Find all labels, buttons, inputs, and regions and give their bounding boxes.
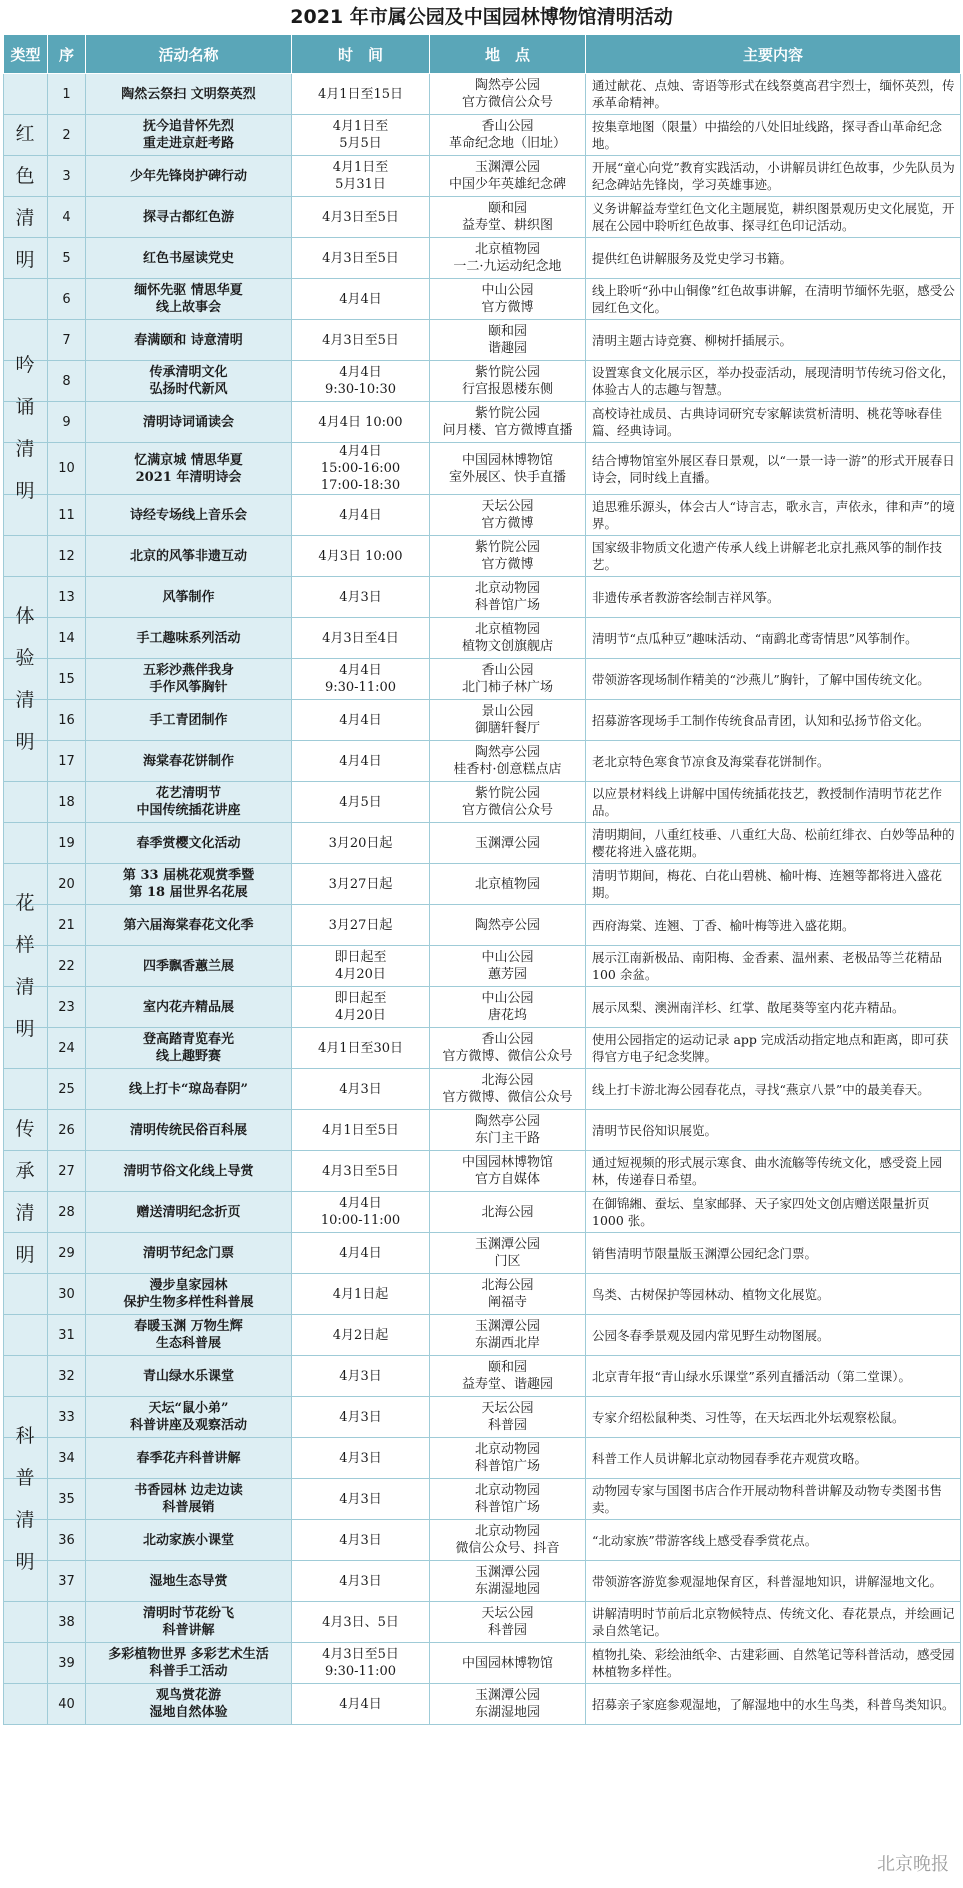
activity-name: 线上打卡“琼岛春阴”: [86, 1069, 292, 1110]
activity-content: 使用公园指定的运动记录 app 完成活动指定地点和距离，即可获得官方电子纪念奖牌。: [586, 1028, 961, 1069]
row-number: 33: [48, 1397, 86, 1438]
activity-place: 香山公园 北门柿子林广场: [430, 659, 586, 700]
activity-time: 4月3日至4日: [292, 618, 430, 659]
activity-content: 带领游客游览参观湿地保育区，科普湿地知识，讲解湿地文化。: [586, 1561, 961, 1602]
table-row: [4, 1643, 961, 1684]
activity-time: 4月4日: [292, 700, 430, 741]
table-row: [4, 1684, 961, 1725]
activity-name: 春季花卉科普讲解: [86, 1438, 292, 1479]
activity-place: 北海公园: [430, 1192, 586, 1233]
table-row: [4, 1233, 961, 1274]
activity-name: 春季赏樱文化活动: [86, 823, 292, 864]
activity-place: 北京植物园: [430, 864, 586, 905]
row-number: 22: [48, 946, 86, 987]
table-row: [4, 1520, 961, 1561]
row-number: 8: [48, 361, 86, 402]
table-row: [4, 946, 961, 987]
activity-content: 带领游客现场制作精美的“沙燕儿”胸针，了解中国传统文化。: [586, 659, 961, 700]
header-content: 主要内容: [586, 35, 961, 74]
activity-name: 清明诗词诵读会: [86, 402, 292, 443]
row-number: 25: [48, 1069, 86, 1110]
activity-name: 赠送清明纪念折页: [86, 1192, 292, 1233]
activity-content: 展示江南新极品、南阳梅、金香素、温州素、老极品等兰花精品 100 余盆。: [586, 946, 961, 987]
activity-place: 北京动物园 科普馆广场: [430, 1438, 586, 1479]
row-number: 32: [48, 1356, 86, 1397]
activity-place: 玉渊潭公园: [430, 823, 586, 864]
row-number: 16: [48, 700, 86, 741]
page-title: 2021 年市属公园及中国园林博物馆清明活动: [290, 6, 673, 28]
activity-place: 颐和园 益寿堂、耕织图: [430, 197, 586, 238]
header-place: 地 点: [430, 35, 586, 74]
activity-content: 招募游客现场手工制作传统食品青团，认知和弘扬节俗文化。: [586, 700, 961, 741]
activity-name: 第 33 届桃花观赏季暨 第 18 届世界名花展: [86, 864, 292, 905]
category-cell: [4, 1274, 48, 1315]
activity-place: 北京动物园 科普馆广场: [430, 1479, 586, 1520]
table-row: [4, 1602, 961, 1643]
table-row: [4, 987, 961, 1028]
table-row: [4, 443, 961, 495]
activity-time: 4月3日至5日: [292, 238, 430, 279]
activity-time: 4月3日至5日: [292, 197, 430, 238]
row-number: 18: [48, 782, 86, 823]
table-row: [4, 1479, 961, 1520]
activity-time: 4月3日: [292, 1356, 430, 1397]
category-cell: [4, 74, 48, 115]
activity-time: 4月1日至5日: [292, 1110, 430, 1151]
row-number: 11: [48, 495, 86, 536]
activity-name: 手工趣味系列活动: [86, 618, 292, 659]
row-number: 7: [48, 320, 86, 361]
activity-content: 非遗传承者教游客绘制吉祥风筝。: [586, 577, 961, 618]
table-row: [4, 115, 961, 156]
table-row: [4, 1561, 961, 1602]
category-cell: [4, 279, 48, 320]
table-row: [4, 1397, 961, 1438]
row-number: 28: [48, 1192, 86, 1233]
activity-time: 4月3日: [292, 1479, 430, 1520]
row-number: 40: [48, 1684, 86, 1725]
table-row: [4, 1192, 961, 1233]
activity-content: 专家介绍松鼠种类、习性等，在天坛西北外坛观察松鼠。: [586, 1397, 961, 1438]
table-row: [4, 1438, 961, 1479]
activity-name: 清明传统民俗百科展: [86, 1110, 292, 1151]
row-number: 21: [48, 905, 86, 946]
activity-time: 4月3日至5日: [292, 320, 430, 361]
table-header-row: [4, 35, 961, 74]
activity-place: 紫竹院公园 官方微信公众号: [430, 782, 586, 823]
activity-content: 通过短视频的形式展示寒食、曲水流觞等传统文化，感受瓷上园林，传递春日希望。: [586, 1151, 961, 1192]
activity-content: 以应景材料线上讲解中国传统插花技艺，教授制作清明节花艺作品。: [586, 782, 961, 823]
activity-name: 书香园林 边走边读 科普展销: [86, 1479, 292, 1520]
category-cell: [4, 1643, 48, 1684]
activity-time: 4月1日至 5月5日: [292, 115, 430, 156]
activity-name: 清明节纪念门票: [86, 1233, 292, 1274]
activity-name: 风筝制作: [86, 577, 292, 618]
table-row: [4, 197, 961, 238]
row-number: 3: [48, 156, 86, 197]
activity-name: 春暖玉渊 万物生辉 生态科普展: [86, 1315, 292, 1356]
table-row: [4, 1356, 961, 1397]
activity-time: 4月3日: [292, 1561, 430, 1602]
activity-time: 4月4日: [292, 279, 430, 320]
table-row: [4, 495, 961, 536]
row-number: 31: [48, 1315, 86, 1356]
activity-time: 4月4日 10:00-11:00: [292, 1192, 430, 1233]
row-number: 36: [48, 1520, 86, 1561]
activity-place: 玉渊潭公园 门区: [430, 1233, 586, 1274]
activity-time: 4月3日: [292, 1069, 430, 1110]
activity-name: 北京的风筝非遗互动: [86, 536, 292, 577]
row-number: 35: [48, 1479, 86, 1520]
activity-time: 4月4日 9:30-10:30: [292, 361, 430, 402]
row-number: 24: [48, 1028, 86, 1069]
row-number: 12: [48, 536, 86, 577]
table-row: [4, 1069, 961, 1110]
category-cell: [4, 536, 48, 577]
activity-content: 线上打卡游北海公园春花点，寻找“燕京八景”中的最美春天。: [586, 1069, 961, 1110]
activity-place: 玉渊潭公园 东湖湿地园: [430, 1561, 586, 1602]
activity-place: 中山公园 蕙芳园: [430, 946, 586, 987]
activity-content: 清明主题古诗竞赛、柳树扦插展示。: [586, 320, 961, 361]
row-number: 2: [48, 115, 86, 156]
table-row: [4, 1028, 961, 1069]
activity-place: 北海公园 官方微博、微信公众号: [430, 1069, 586, 1110]
activity-content: 动物园专家与国图书店合作开展动物科普讲解及动物专类图书售卖。: [586, 1479, 961, 1520]
row-number: 39: [48, 1643, 86, 1684]
activity-content: 招募亲子家庭参观湿地，了解湿地中的水生鸟类，科普鸟类知识。: [586, 1684, 961, 1725]
row-number: 1: [48, 74, 86, 115]
activity-time: 4月1日起: [292, 1274, 430, 1315]
activity-place: 紫竹院公园 行宫报恩楼东侧: [430, 361, 586, 402]
row-number: 4: [48, 197, 86, 238]
activity-name: 第六届海棠春花文化季: [86, 905, 292, 946]
activity-place: 中山公园 官方微博: [430, 279, 586, 320]
activity-time: 4月1日至 5月31日: [292, 156, 430, 197]
row-number: 34: [48, 1438, 86, 1479]
activity-place: 景山公园 御膳轩餐厅: [430, 700, 586, 741]
activity-time: 4月1日至15日: [292, 74, 430, 115]
activity-name: 观鸟赏花游 湿地自然体验: [86, 1684, 292, 1725]
activity-content: “北动家族”带游客线上感受春季赏花点。: [586, 1520, 961, 1561]
activity-time: 4月4日: [292, 1233, 430, 1274]
activity-name: 陶然云祭扫 文明祭英烈: [86, 74, 292, 115]
activity-content: 线上聆听“孙中山铜像”红色故事讲解，在清明节缅怀先驱，感受公园红色文化。: [586, 279, 961, 320]
category-recite-qingming: 吟 诵 清 明: [15, 353, 35, 502]
category-red-qingming: 红 色 清 明: [15, 122, 35, 271]
activity-place: 香山公园 革命纪念地（旧址）: [430, 115, 586, 156]
activity-place: 天坛公园 官方微博: [430, 495, 586, 536]
activity-content: 清明期间，八重红枝垂、八重红大岛、松前红绯衣、白妙等品种的樱花将进入盛花期。: [586, 823, 961, 864]
activity-place: 陶然亭公园 桂香村·创意糕点店: [430, 741, 586, 782]
activity-name: 少年先锋岗护碑行动: [86, 156, 292, 197]
category-experience-qingming: 体 验 清 明: [15, 605, 35, 753]
table-row: [4, 618, 961, 659]
activity-place: 玉渊潭公园 中国少年英雄纪念碑: [430, 156, 586, 197]
activity-name: 红色书屋读党史: [86, 238, 292, 279]
activity-name: 抚今追昔怀先烈 重走进京赶考路: [86, 115, 292, 156]
category-cell: [4, 1315, 48, 1356]
row-number: 14: [48, 618, 86, 659]
activity-name: 春满颐和 诗意清明: [86, 320, 292, 361]
activity-time: 3月20日起: [292, 823, 430, 864]
row-number: 13: [48, 577, 86, 618]
activity-place: 北京动物园 微信公众号、抖音: [430, 1520, 586, 1561]
row-number: 15: [48, 659, 86, 700]
row-number: 23: [48, 987, 86, 1028]
activity-content: 销售清明节限量版玉渊潭公园纪念门票。: [586, 1233, 961, 1274]
activity-name: 探寻古都红色游: [86, 197, 292, 238]
table-row: [4, 279, 961, 320]
table-row: [4, 864, 961, 905]
category-cell: [4, 782, 48, 823]
row-number: 10: [48, 443, 86, 495]
activity-content: 西府海棠、连翘、丁香、榆叶梅等进入盛花期。: [586, 905, 961, 946]
activity-content: 设置寒食文化展示区，举办投壶活动，展现清明节传统习俗文化，体验古人的志趣与智慧。: [586, 361, 961, 402]
activity-name: 海棠春花饼制作: [86, 741, 292, 782]
activity-time: 4月3日: [292, 1397, 430, 1438]
activity-time: 4月3日: [292, 577, 430, 618]
activity-name: 四季飘香蕙兰展: [86, 946, 292, 987]
category-cell: [4, 1602, 48, 1643]
category-cell: [4, 1684, 48, 1725]
activity-place: 陶然亭公园 东门主干路: [430, 1110, 586, 1151]
activity-content: 清明节期间，梅花、白花山碧桃、榆叶梅、连翘等都将进入盛花期。: [586, 864, 961, 905]
activity-time: 3月27日起: [292, 864, 430, 905]
activity-name: 青山绿水乐课堂: [86, 1356, 292, 1397]
header-time: 时 间: [292, 35, 430, 74]
activity-name: 天坛“鼠小弟” 科普讲座及观察活动: [86, 1397, 292, 1438]
activity-time: 4月3日: [292, 1438, 430, 1479]
activity-place: 玉渊潭公园 东湖湿地园: [430, 1684, 586, 1725]
activity-content: 国家级非物质文化遗产传承人线上讲解老北京扎燕风筝的制作技艺。: [586, 536, 961, 577]
activity-time: 4月4日: [292, 495, 430, 536]
activity-place: 紫竹院公园 问月楼、官方微博直播: [430, 402, 586, 443]
row-number: 27: [48, 1151, 86, 1192]
table-row: [4, 1274, 961, 1315]
activity-content: 北京青年报“青山绿水乐课堂”系列直播活动（第二堂课）。: [586, 1356, 961, 1397]
activities-table: [3, 34, 961, 1725]
activity-place: 玉渊潭公园 东湖西北岸: [430, 1315, 586, 1356]
activity-place: 香山公园 官方微博、微信公众号: [430, 1028, 586, 1069]
activity-place: 中国园林博物馆 官方自媒体: [430, 1151, 586, 1192]
activity-place: 颐和园 益寿堂、谐趣园: [430, 1356, 586, 1397]
activity-name: 忆满京城 情思华夏 2021 年清明诗会: [86, 443, 292, 495]
activity-name: 手工青团制作: [86, 700, 292, 741]
activity-content: 清明节“点瓜种豆”趣味活动、“南鹞北鸢寄情思”风筝制作。: [586, 618, 961, 659]
activity-content: 老北京特色寒食节凉食及海棠春花饼制作。: [586, 741, 961, 782]
header-type: 类型: [4, 35, 48, 74]
activity-content: 展示凤梨、澳洲南洋杉、红掌、散尾葵等室内花卉精品。: [586, 987, 961, 1028]
activity-time: 4月4日: [292, 741, 430, 782]
activity-place: 中国园林博物馆: [430, 1643, 586, 1684]
activity-time: 4月4日 15:00-16:00 17:00-18:30: [292, 443, 430, 495]
activity-place: 紫竹院公园 官方微博: [430, 536, 586, 577]
row-number: 19: [48, 823, 86, 864]
activity-place: 北海公园 阐福寺: [430, 1274, 586, 1315]
activity-place: 天坛公园 科普园: [430, 1397, 586, 1438]
table-row: [4, 700, 961, 741]
activity-content: 清明节民俗知识展览。: [586, 1110, 961, 1151]
activity-time: 4月1日至30日: [292, 1028, 430, 1069]
activity-time: 4月4日: [292, 1684, 430, 1725]
activity-name: 传承清明文化 弘扬时代新风: [86, 361, 292, 402]
row-number: 17: [48, 741, 86, 782]
activity-content: 植物扎染、彩绘油纸伞、古建彩画、自然笔记等科普活动，感受园林植物多样性。: [586, 1643, 961, 1684]
activity-name: 湿地生态导赏: [86, 1561, 292, 1602]
activity-time: 4月3日 10:00: [292, 536, 430, 577]
activity-time: 4月3日至5日: [292, 1151, 430, 1192]
table-row: [4, 156, 961, 197]
activity-name: 清明节俗文化线上导赏: [86, 1151, 292, 1192]
table-row: [4, 741, 961, 782]
activity-place: 中山公园 唐花坞: [430, 987, 586, 1028]
table-row: [4, 659, 961, 700]
row-number: 29: [48, 1233, 86, 1274]
activity-content: 开展“童心向党”教育实践活动，小讲解员讲红色故事，少先队员为纪念碑站先锋岗，学习英雄事迹。: [586, 156, 961, 197]
activity-time: 3月27日起: [292, 905, 430, 946]
activity-content: 公园冬春季景观及园内常见野生动物图展。: [586, 1315, 961, 1356]
row-number: 9: [48, 402, 86, 443]
row-number: 30: [48, 1274, 86, 1315]
activity-name: 五彩沙燕伴我身 手作风筝胸针: [86, 659, 292, 700]
row-number: 20: [48, 864, 86, 905]
category-flower-qingming: 花 样 清 明: [15, 892, 35, 1040]
header-activity-name: 活动名称: [86, 35, 292, 74]
category-cell: [4, 1069, 48, 1110]
activity-name: 登高踏青览春光 线上趣野赛: [86, 1028, 292, 1069]
activity-place: 陶然亭公园 官方微信公众号: [430, 74, 586, 115]
activity-content: 在御锦緗、蚕坛、皇家邮驿、天子家四处文创店赠送限量折页 1000 张。: [586, 1192, 961, 1233]
activity-content: 通过献花、点烛、寄语等形式在线祭奠高君宇烈士，缅怀英烈，传承革命精神。: [586, 74, 961, 115]
row-number: 37: [48, 1561, 86, 1602]
activity-time: 即日起至 4月20日: [292, 987, 430, 1028]
table-row: [4, 1110, 961, 1151]
activity-name: 室内花卉精品展: [86, 987, 292, 1028]
category-cell: [4, 1356, 48, 1397]
activity-content: 讲解清明时节前后北京物候特点、传统文化、春花景点，并绘画记录自然笔记。: [586, 1602, 961, 1643]
activity-content: 高校诗社成员、古典诗词研究专家解读赏析清明、桃花等咏春佳篇、经典诗词。: [586, 402, 961, 443]
table-row: [4, 238, 961, 279]
activity-time: 4月3日、5日: [292, 1602, 430, 1643]
activity-time: 即日起至 4月20日: [292, 946, 430, 987]
row-number: 6: [48, 279, 86, 320]
table-row: [4, 536, 961, 577]
row-number: 26: [48, 1110, 86, 1151]
category-heritage-qingming: 传 承 清 明: [15, 1117, 35, 1266]
activity-content: 提供红色讲解服务及党史学习书籍。: [586, 238, 961, 279]
activity-content: 结合博物馆室外展区春日景观，以“一景一诗一游”的形式开展春日诗会，同时线上直播。: [586, 443, 961, 495]
activity-time: 4月2日起: [292, 1315, 430, 1356]
table-row: [4, 905, 961, 946]
table-row: [4, 402, 961, 443]
activity-place: 天坛公园 科普园: [430, 1602, 586, 1643]
activity-name: 花艺清明节 中国传统插花讲座: [86, 782, 292, 823]
table-row: [4, 782, 961, 823]
activity-content: 义务讲解益寿堂红色文化主题展览，耕织图景观历史文化展览，开展在公园中聆听红色故事、探寻红色印记活动。: [586, 197, 961, 238]
activity-time: 4月3日至5日 9:30-11:00: [292, 1643, 430, 1684]
activity-place: 中国园林博物馆 室外展区、快手直播: [430, 443, 586, 495]
table-row: [4, 823, 961, 864]
row-number: 38: [48, 1602, 86, 1643]
table-row: [4, 320, 961, 361]
header-number: 序: [48, 35, 86, 74]
activity-time: 4月3日: [292, 1520, 430, 1561]
activity-time: 4月4日 10:00: [292, 402, 430, 443]
activity-name: 缅怀先驱 情思华夏 线上故事会: [86, 279, 292, 320]
table-row: [4, 74, 961, 115]
activity-place: 颐和园 谐趣园: [430, 320, 586, 361]
table-row: [4, 1151, 961, 1192]
activity-place: 北京动物园 科普馆广场: [430, 577, 586, 618]
activity-content: 追思雅乐源头，体会古人“诗言志，歌永言，声依永，律和声”的境界。: [586, 495, 961, 536]
activity-place: 北京植物园 植物文创旗舰店: [430, 618, 586, 659]
activity-content: 按集章地图（限量）中描绘的八处旧址线路，探寻香山革命纪念地。: [586, 115, 961, 156]
table-row: [4, 1315, 961, 1356]
row-number: 5: [48, 238, 86, 279]
activity-name: 北动家族小课堂: [86, 1520, 292, 1561]
activity-name: 多彩植物世界 多彩艺术生活 科普手工活动: [86, 1643, 292, 1684]
activity-time: 4月5日: [292, 782, 430, 823]
table-body: [4, 74, 961, 1725]
table-row: [4, 577, 961, 618]
category-cell: [4, 823, 48, 864]
activity-name: 诗经专场线上音乐会: [86, 495, 292, 536]
watermark: 北京晚报: [877, 1854, 949, 1875]
activity-content: 科普工作人员讲解北京动物园春季花卉观赏攻略。: [586, 1438, 961, 1479]
activity-name: 清明时节花纷飞 科普讲解: [86, 1602, 292, 1643]
activity-place: 陶然亭公园: [430, 905, 586, 946]
category-science-qingming: 科 普 清 明: [15, 1425, 35, 1573]
activity-name: 漫步皇家园林 保护生物多样性科普展: [86, 1274, 292, 1315]
table-row: [4, 361, 961, 402]
activity-content: 鸟类、古树保护等园林动、植物文化展览。: [586, 1274, 961, 1315]
activity-place: 北京植物园 一二·九运动纪念地: [430, 238, 586, 279]
activity-time: 4月4日 9:30-11:00: [292, 659, 430, 700]
